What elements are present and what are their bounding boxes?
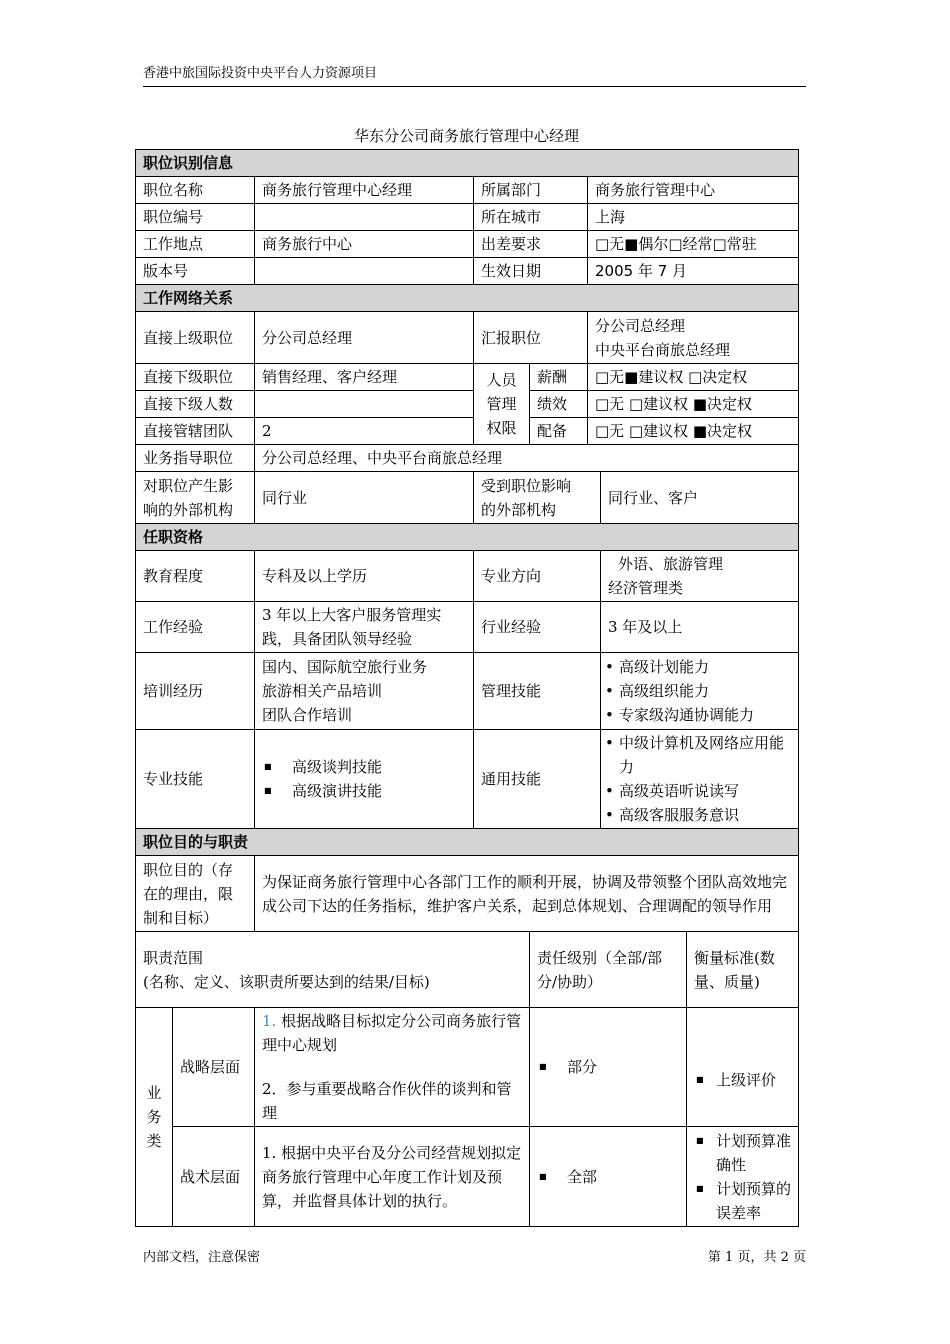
section-network [136,285,799,312]
label: 版本号 [136,258,255,285]
value: 上海 [588,204,799,231]
row-duty-header [136,932,799,1008]
row-tactical [136,1127,799,1227]
label: 专业技能 [136,730,255,829]
row-guidance [136,445,799,472]
label: 工作地点 [136,231,255,258]
duty-measure [687,1127,799,1227]
label: 工作经验 [136,602,255,653]
layer-label: 战术层面 [173,1127,255,1227]
row-team [136,418,799,445]
job-description-table [135,149,799,1227]
duty-level [530,1008,687,1127]
label: 薪酬 [530,364,588,391]
label: 教育程度 [136,551,255,602]
project-name: 香港中旅国际投资中央平台人力资源项目 [143,66,378,81]
value [255,730,474,829]
label: 所属部门 [474,177,588,204]
layer-label: 战略层面 [173,1008,255,1127]
value [255,391,474,418]
section-title: 任职资格 [136,524,799,551]
label: 通用技能 [474,730,601,829]
row-external [136,472,799,524]
row-pro-skill [136,730,799,829]
label: 配备 [530,418,588,445]
label: 直接下级职位 [136,364,255,391]
label: 业务指导职位 [136,445,255,472]
label: 所在城市 [474,204,588,231]
scope-header: 职责范围 (名称、定义、该职责所要达到的结果/目标) [136,932,530,1008]
list-item: ■ 计划预算的误差率 [694,1177,791,1225]
section-title: 职位目的与职责 [136,829,799,856]
list-item: ■ 计划预算准确性 [694,1129,791,1177]
list-item: ■ 部分 [537,1055,679,1079]
label: 管理技能 [474,653,601,730]
duty-measure [687,1008,799,1127]
row-training [136,653,799,730]
value [255,204,474,231]
duty-text [255,1008,530,1127]
value: 商务旅行中心 [255,231,474,258]
value: 分公司总经理 [255,312,474,364]
row-job-no [136,204,799,231]
value: 3 年及以上 [601,602,799,653]
row-subordinate [136,364,799,391]
label: 直接下级人数 [136,391,255,418]
label: 汇报职位 [474,312,588,364]
list-item: • 高级英语听说读写 [603,779,791,803]
level-header: 责任级别（全部/部分/协助） [530,932,687,1008]
value: 分公司总经理、中央平台商旅总经理 [255,445,799,472]
value: 商务旅行管理中心经理 [255,177,474,204]
value [255,856,799,932]
row-subordinate-count [136,391,799,418]
value: 国内、国际航空旅行业务 旅游相关产品培训 团队合作培训 [255,653,474,730]
list-item: • 高级组织能力 [603,679,791,703]
purpose-text-a: 为保证商务旅行管理中心各部门工作的顺利开展，协调及带领 [262,872,668,891]
label: 对职位产生影 响的外部机构 [136,472,255,524]
duty-text: 1. 根据中央平台及分公司经营规划拟定商务旅行管理中心年度工作计划及预算，并监督具体计划的执行。 [255,1127,530,1227]
row-location [136,231,799,258]
report-line-2: 中央平台商旅总经理 [595,340,731,359]
label: 受到职位影响 的外部机构 [474,472,601,524]
value: 2 [255,418,474,445]
value [601,730,799,829]
section-qualification [136,524,799,551]
pro-skill-list [262,755,466,803]
value: □无 □建议权 ■决定权 [588,418,799,445]
label: 专业方向 [474,551,601,602]
list-item: ■ 高级演讲技能 [262,779,466,803]
value: 商务旅行管理中心 [588,177,799,204]
section-purpose [136,829,799,856]
label: 培训经历 [136,653,255,730]
measure-header: 衡量标准(数量、质量) [687,932,799,1008]
label: 职位编号 [136,204,255,231]
row-purpose [136,856,799,932]
duty-level [530,1127,687,1227]
value: □无 □建议权 ■决定权 [588,391,799,418]
value: 同行业 [255,472,474,524]
label: 直接管辖团队 [136,418,255,445]
authority-label: 人员 管理 权限 [474,364,530,445]
value: 销售经理、客户经理 [255,364,474,391]
value: 专科及以上学历 [255,551,474,602]
list-item: • 中级计算机及网络应用能力 [603,731,791,779]
row-version [136,258,799,285]
value: 2005 年 7 月 [588,258,799,285]
label: 职位名称 [136,177,255,204]
section-identification [136,150,799,177]
list-item: ■ 全部 [537,1165,679,1189]
label: 职位目的（存在的理由，限制和目标） [136,856,255,932]
section-title: 职位识别信息 [136,150,799,177]
value: 外语、旅游管理 经济管理类 [601,551,799,602]
value: 3 年以上大客户服务管理实 践，具备团队领导经验 [255,602,474,653]
list-item: ■ 上级评价 [694,1068,791,1092]
row-job-name [136,177,799,204]
strategic-duty-2: 2．参与重要战略合作伙伴的谈判和管理 [262,1080,512,1122]
row-superior [136,312,799,364]
row-education [136,551,799,602]
value [255,258,474,285]
label: 绩效 [530,391,588,418]
label: 生效日期 [474,258,588,285]
page-header [143,64,806,87]
row-strategic [136,1008,799,1127]
value [588,312,799,364]
mgmt-skill-list [603,655,791,727]
footer-page-number: 第 1 页，共 2 页 [707,1250,806,1265]
purpose-text-b: 整个团队高效地完成公司下达的任务指标，维护客户关系，起到总体规划、合理调配的领导作用 [262,872,788,915]
section-title: 工作网络关系 [136,285,799,312]
category: 业务类 [136,1008,173,1227]
label: 直接上级职位 [136,312,255,364]
footer-confidential: 内部文档，注意保密 [143,1250,261,1265]
list-item: • 专家级沟通协调能力 [603,703,791,727]
list-item: • 高级客服服务意识 [603,803,791,827]
list-item: ■ 高级谈判技能 [262,755,466,779]
list-item: • 高级计划能力 [603,655,791,679]
strategic-duty-1: 1. 根据战略目标拟定分公司商务旅行管理中心规划 [262,1012,522,1054]
value: 同行业、客户 [601,472,799,524]
row-experience [136,602,799,653]
label: 行业经验 [474,602,601,653]
general-skill-list [603,731,791,827]
value [601,653,799,730]
report-line-1: 分公司总经理 [595,316,686,335]
value: □无■建议权 □决定权 [588,364,799,391]
label: 出差要求 [474,231,588,258]
value: □无■偶尔□经常□常驻 [588,231,799,258]
document-title: 华东分公司商务旅行管理中心经理 [353,127,579,145]
